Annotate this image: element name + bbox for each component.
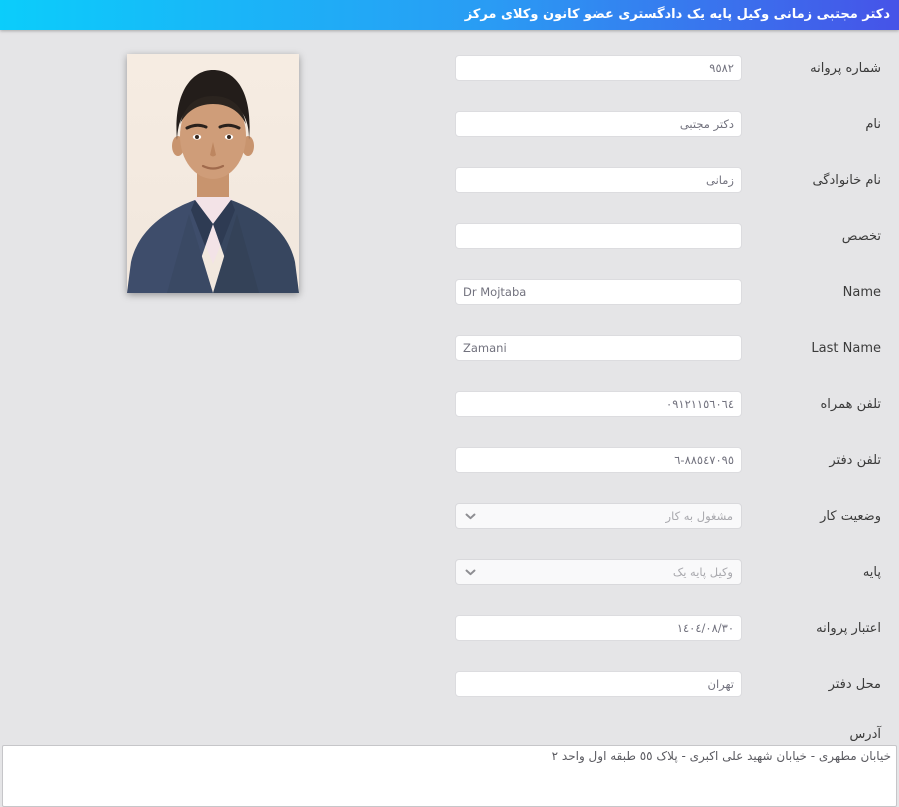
address-label: آدرس — [849, 727, 881, 742]
address-textarea[interactable] — [2, 745, 897, 807]
grade-select-wrap — [455, 559, 742, 585]
license-validity-label: اعتبار پروانه — [816, 621, 881, 636]
grade-label: پایه — [862, 565, 881, 580]
name-en-input[interactable] — [455, 279, 742, 305]
header-bar — [0, 0, 899, 30]
mobile-phone-input[interactable] — [455, 391, 742, 417]
portrait-illustration — [127, 54, 299, 293]
license-validity-input[interactable] — [455, 615, 742, 641]
last-name-label: نام خانوادگی — [812, 173, 881, 188]
license-number-input[interactable] — [455, 55, 742, 81]
last-name-input[interactable] — [455, 167, 742, 193]
mobile-phone-label: تلفن همراه — [820, 397, 881, 412]
work-status-label: وضعیت کار — [820, 509, 881, 524]
work-status-select-wrap — [455, 503, 742, 529]
office-location-label: محل دفتر — [828, 677, 881, 692]
license-number-label: شماره پروانه — [810, 61, 881, 76]
office-location-input[interactable] — [455, 671, 742, 697]
office-phone-input[interactable] — [455, 447, 742, 473]
work-status-select[interactable] — [455, 503, 742, 529]
specialty-label: تخصص — [841, 229, 881, 244]
first-name-label: نام — [865, 117, 881, 132]
profile-photo — [127, 54, 299, 293]
first-name-input[interactable] — [455, 111, 742, 137]
office-phone-label: تلفن دفتر — [829, 453, 881, 468]
grade-select[interactable] — [455, 559, 742, 585]
specialty-input[interactable] — [455, 223, 742, 249]
page-title: دکتر مجتبی زمانی وکیل پایه یک دادگستری عضو کانون وکلای مرکز — [464, 7, 890, 22]
last-name-en-input[interactable] — [455, 335, 742, 361]
name-en-label: Name — [842, 285, 881, 300]
last-name-en-label: Last Name — [811, 341, 881, 356]
